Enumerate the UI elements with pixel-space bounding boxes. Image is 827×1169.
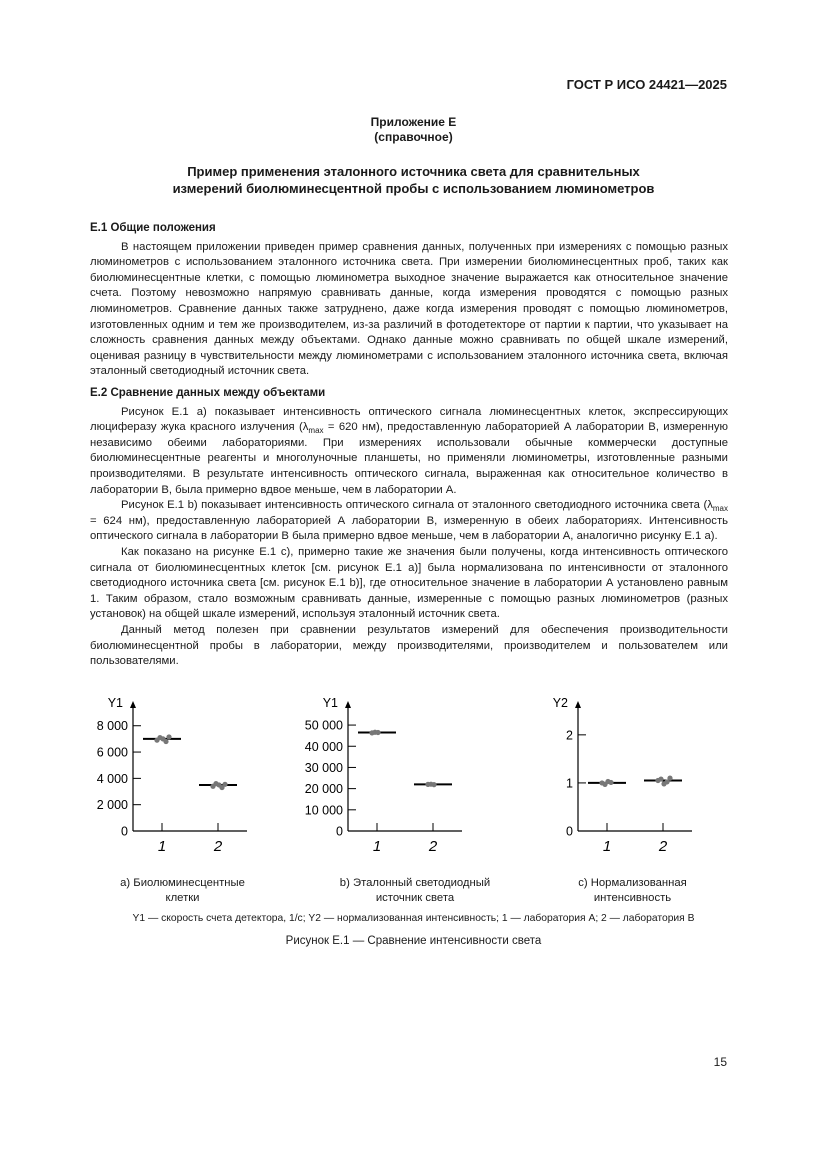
title-line-1: Пример применения эталонного источника света для сравнительных xyxy=(187,164,640,179)
appendix-type: (справочное) xyxy=(374,130,453,144)
subcaption-c: с) Нормализованная интенсивность xyxy=(578,877,687,904)
svg-text:1: 1 xyxy=(602,838,612,855)
svg-text:2: 2 xyxy=(428,838,438,855)
svg-text:6 000: 6 000 xyxy=(96,745,128,760)
svg-text:1: 1 xyxy=(372,838,382,855)
appendix-label: Приложение Е xyxy=(370,115,457,129)
page-title xyxy=(0,163,827,197)
svg-text:10 000: 10 000 xyxy=(304,803,343,818)
chart-a xyxy=(85,690,285,870)
figure-title: Рисунок Е.1 — Сравнение интенсивности света xyxy=(285,935,542,947)
section-heading: Е.2 Сравнение данных между объектами xyxy=(90,387,326,399)
svg-text:20 000: 20 000 xyxy=(304,782,343,797)
section-e1 xyxy=(90,221,728,380)
document-code: ГОСТ Р ИСО 24421—2025 xyxy=(566,77,727,92)
figure-legend: Y1 — скорость счета детектора, 1/с; Y2 — нормализованная интенсивность; 1 — лаборатория А; 2 — лаборатория В xyxy=(132,913,695,924)
svg-text:50 000: 50 000 xyxy=(304,718,343,733)
svg-text:8 000: 8 000 xyxy=(96,719,128,734)
subcaption-b: b) Эталонный светодиодный источник света xyxy=(339,877,491,904)
chart-b xyxy=(300,690,500,870)
figure-e1 xyxy=(0,690,827,865)
svg-text:0: 0 xyxy=(121,824,128,839)
section-e2 xyxy=(90,386,728,670)
paragraph: Рисунок Е.1 b) показывает интенсивность оптического сигнала от эталонного светодиодного источника света ($\lambda_{max} = 624$ нм), предоставленную лабораторией А лаборатории В, измеренную в обеих лабораториях. Интенсивность оптического сигнала в лаборатории В была примерно вдвое меньше, чем в лаборатории А, аналогично рисунку Е.1 а). xyxy=(90,499,728,543)
svg-text:1: 1 xyxy=(157,838,167,855)
paragraph: Как показано на рисунке Е.1 с), примерно такие же значения были получены, когда интенсивность оптического сигнала от биолюминесцентных клеток [см. рисунок Е.1 а)] была нормализована по интенсивности от эталонного светодиодного источника света [см. рисунок Е.1 b)], где относительное значение в лаборатории А установлено равным 1. Таким образом, стало возможным сравнивать данные, измеренные с помощью разных люминометров (разных установок) на общей шкале измерений, используя эталонный источник света. xyxy=(90,545,728,621)
title-line-2: измерений биолюминесцентной пробы с использованием люминометров xyxy=(172,181,655,196)
paragraph: Данный метод полезен при сравнении результатов измерений для обеспечения производительности биолюминесцентной пробы в лаборатории, между производителями, производителем и пользователем или пользователями. xyxy=(90,623,728,668)
page-number: 15 xyxy=(713,1055,727,1069)
section-heading: Е.1 Общие положения xyxy=(90,222,216,234)
svg-text:Y1: Y1 xyxy=(322,696,338,710)
svg-text:2 000: 2 000 xyxy=(96,798,128,813)
svg-text:Y1: Y1 xyxy=(107,696,123,710)
paragraph: Рисунок Е.1 а) показывает интенсивность оптического сигнала люминесцентных клеток, экспрессирующих люциферазу жука красного излучения ($\lambda_{max} = 620$ нм), предоставленную лабораторией А лаборатории В, измеренную независимо обеими лабораториями. При измерениях использовали обычные коммерчески доступные биолюминесцентные реагенты и многолуночные планшеты, но применяли люминометры, изготовленные разными производителями. В результате интенсивность оптического сигнала, выраженная как относительное количество в лаборатории В, была примерно вдвое меньше, чем в лаборатории А. xyxy=(90,405,729,496)
svg-text:30 000: 30 000 xyxy=(304,760,343,775)
svg-text:2: 2 xyxy=(658,838,668,855)
subcaption-a: а) Биолюминесцентные клетки xyxy=(120,877,245,904)
paragraph: В настоящем приложении приведен пример сравнения данных, полученных при измерениях с помощью разных люминометров с использованием эталонного источника света. При измерении биолюминесцентных проб, таких как биолюминесцентные клетки, с помощью люминометра выходное значение выражается как относительное значение счета. Поэтому невозможно напрямую сравнивать данные, когда измерения проводятся с помощью разных люминометров. Сравнение данных также затруднено, даже когда измерения проводят с помощью люминометров, изготовленных одним и тем же производителем, из-за различий в фотодетекторе от партии к партии, что указывает на сложность сравнения данных между объектами. Однако данные можно сравнивать по общей шкале измерений, оценивая разницу в чувствительности между люминометрами с использованием эталонного источника света, включая эталонный светодиодный источник света. xyxy=(90,240,728,378)
svg-text:40 000: 40 000 xyxy=(304,739,343,754)
svg-text:0: 0 xyxy=(336,824,343,839)
svg-text:1: 1 xyxy=(566,776,573,791)
svg-text:0: 0 xyxy=(566,824,573,839)
appendix-heading xyxy=(0,115,827,145)
chart-c xyxy=(530,690,730,870)
svg-text:Y2: Y2 xyxy=(552,696,568,710)
svg-text:4 000: 4 000 xyxy=(96,771,128,786)
svg-text:2: 2 xyxy=(213,838,223,855)
svg-text:2: 2 xyxy=(566,728,573,743)
